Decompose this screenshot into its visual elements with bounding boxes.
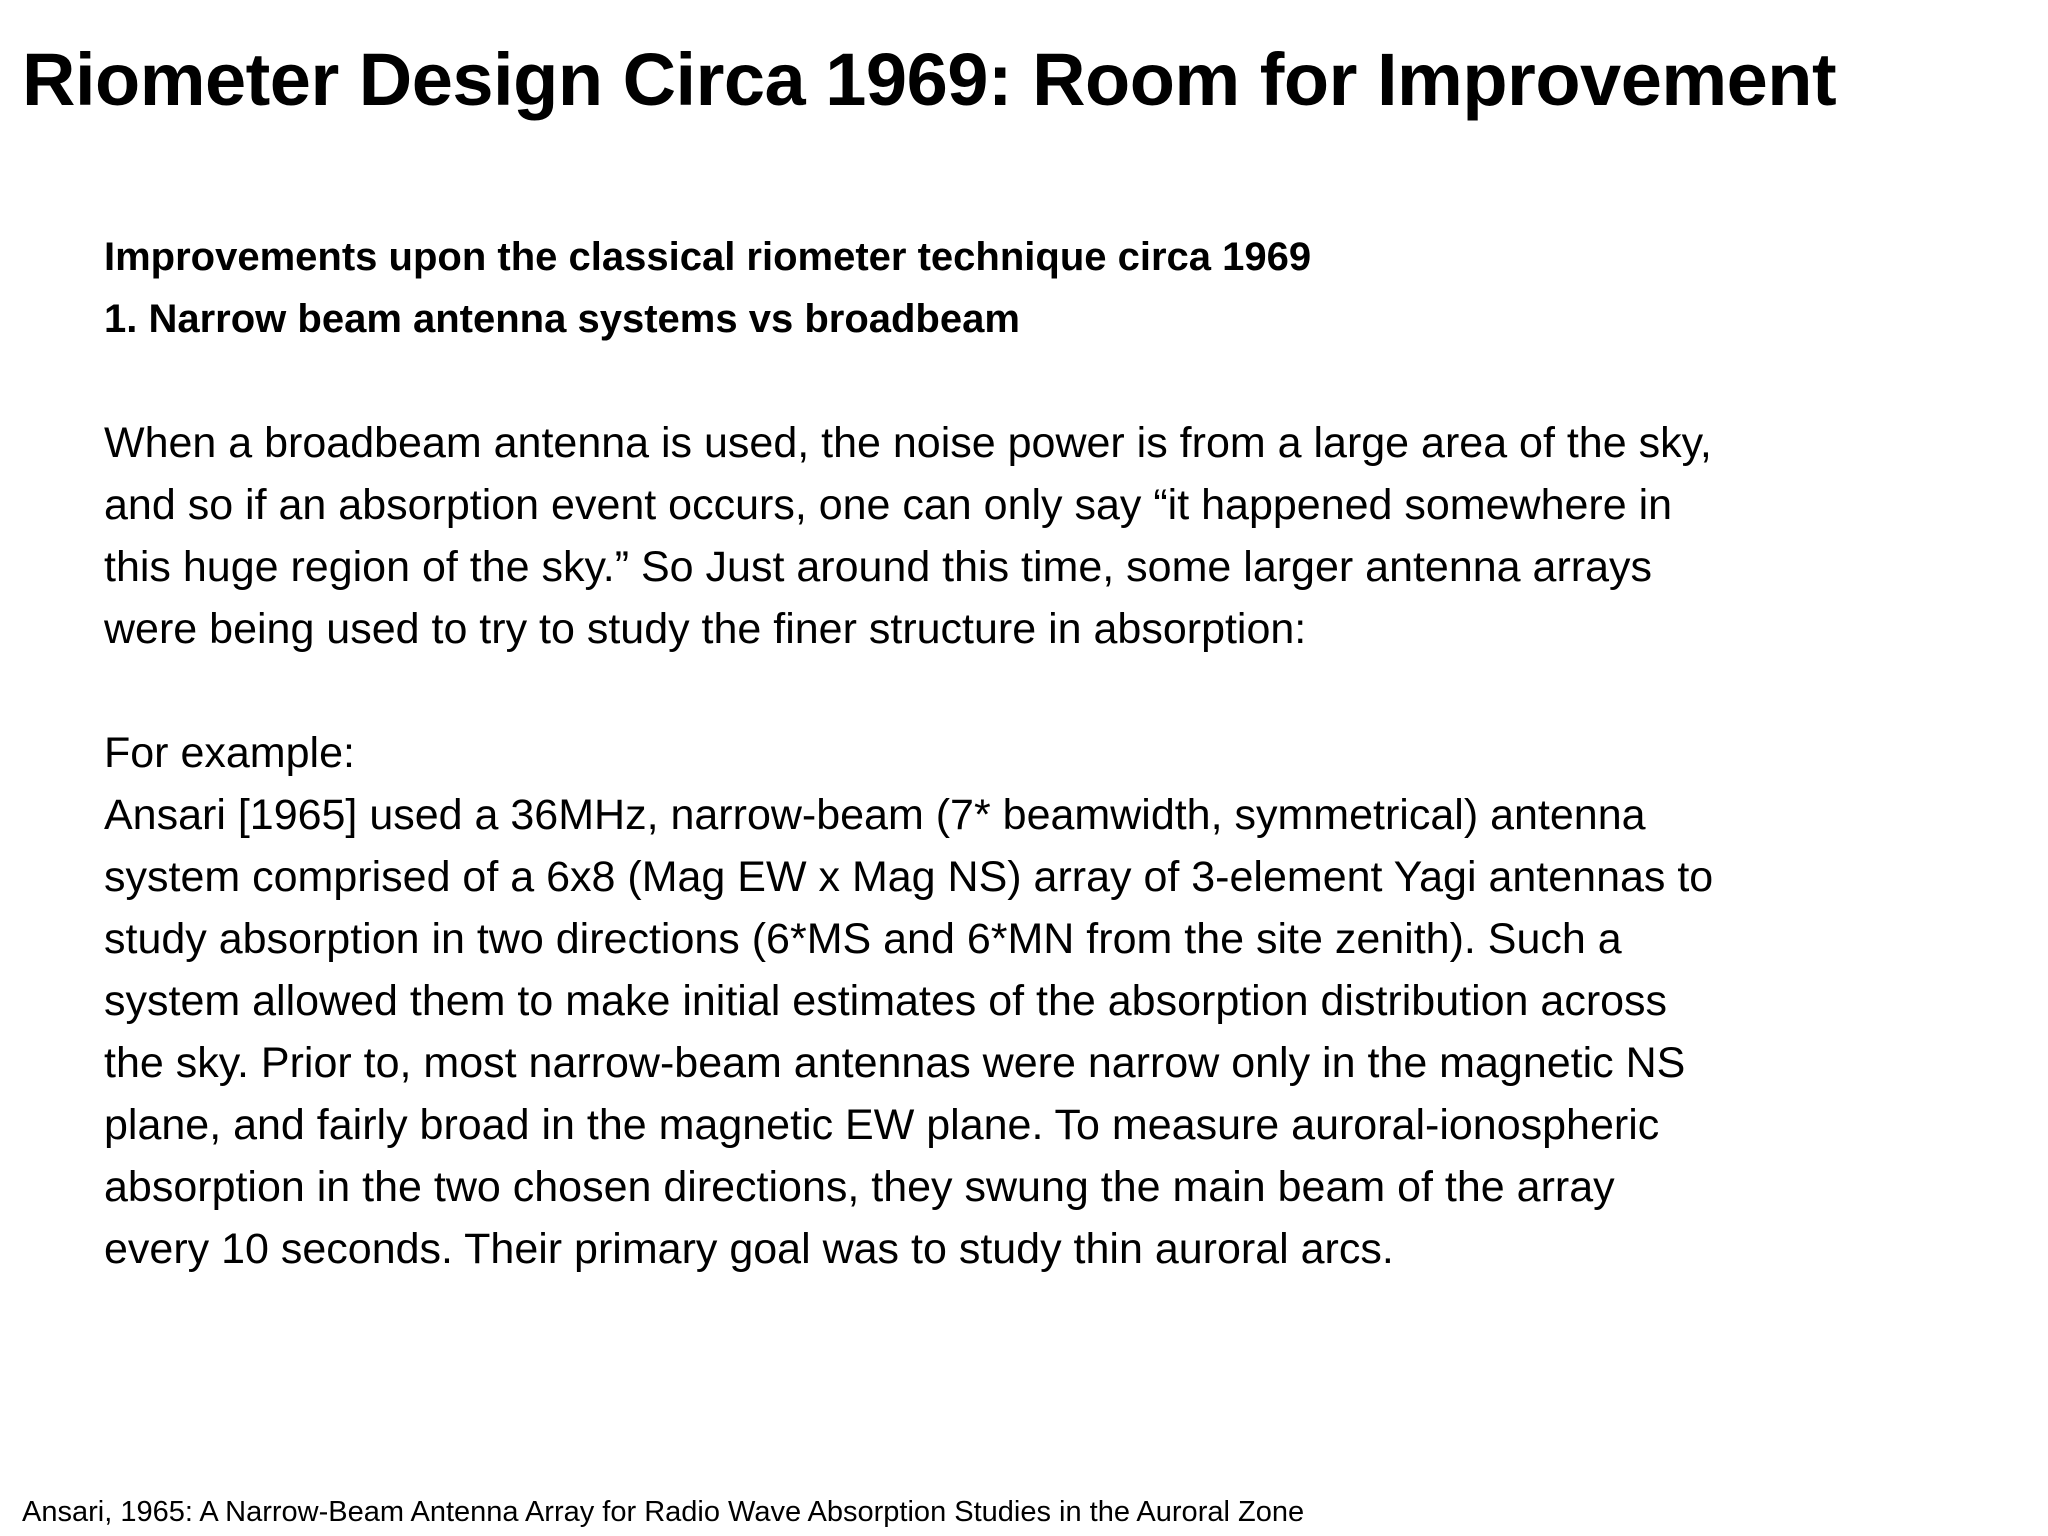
- slide-body: [104, 226, 2004, 1280]
- reference-footnote: Ansari, 1965: A Narrow-Beam Antenna Array for Radio Wave Absorption Studies in the Auroral Zone: [22, 1496, 1305, 1528]
- subheading-narrow-beam: 1. Narrow beam antenna systems vs broadbeam: [104, 297, 1020, 341]
- paragraph-line: every 10 seconds. Their primary goal was to study thin auroral arcs.: [104, 1225, 1394, 1273]
- paragraph-line: absorption in the two chosen directions, they swung the main beam of the array: [104, 1163, 1615, 1211]
- paragraph-line: and so if an absorption event occurs, one can only say “it happened somewhere in: [104, 481, 1673, 529]
- paragraph-gap: [104, 660, 2004, 722]
- example-label: For example:: [104, 729, 355, 777]
- paragraph-line: this huge region of the sky.” So Just around this time, some larger antenna arrays: [104, 543, 1652, 591]
- paragraph-line: were being used to try to study the finer structure in absorption:: [104, 605, 1307, 653]
- paragraph-line: When a broadbeam antenna is used, the noise power is from a large area of the sky,: [104, 419, 1712, 467]
- paragraph-line: system allowed them to make initial estimates of the absorption distribution across: [104, 977, 1668, 1025]
- paragraph-line: study absorption in two directions (6*MS and 6*MN from the site zenith). Such a: [104, 915, 1622, 963]
- paragraph-broadbeam: [104, 412, 2004, 660]
- paragraph-ansari: [104, 784, 2004, 1280]
- paragraph-line: plane, and fairly broad in the magnetic EW plane. To measure auroral-ionospheric: [104, 1101, 1660, 1149]
- paragraph-line: system comprised of a 6x8 (Mag EW x Mag NS) array of 3-element Yagi antennas to: [104, 853, 1714, 901]
- paragraph-gap: [104, 350, 2004, 412]
- slide-title: Riometer Design Circa 1969: Room for Improvement: [22, 38, 1837, 121]
- paragraph-line: Ansari [1965] used a 36MHz, narrow-beam (7* beamwidth, symmetrical) antenna: [104, 791, 1646, 839]
- paragraph-line: the sky. Prior to, most narrow-beam antennas were narrow only in the magnetic NS: [104, 1039, 1686, 1087]
- subheading-improvements: Improvements upon the classical riometer technique circa 1969: [104, 235, 1312, 279]
